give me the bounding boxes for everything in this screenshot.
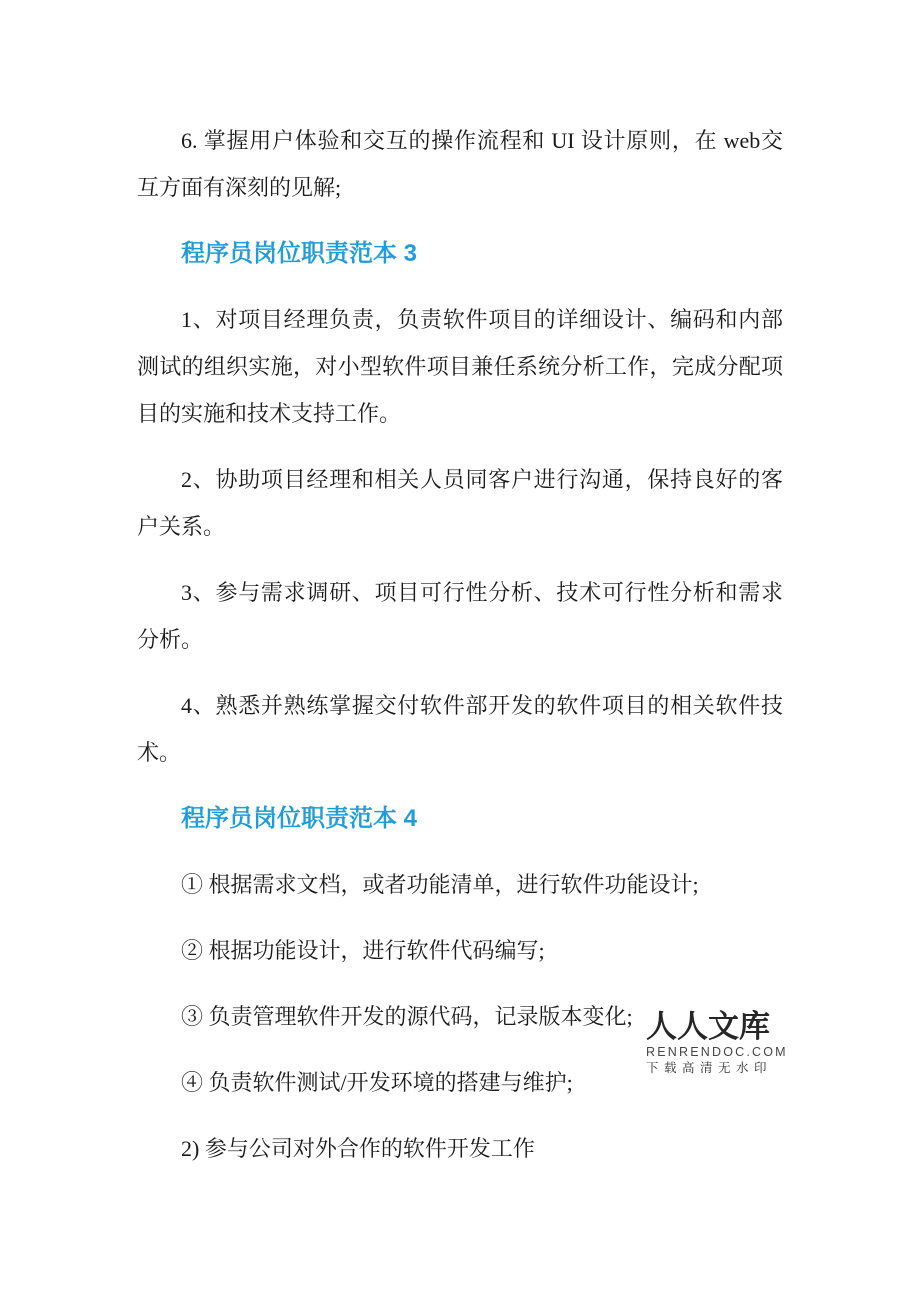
heading-fanben-4: 程序员岗位职责范本 4 <box>181 805 418 832</box>
paragraph-duty-2: 2、协助项目经理和相关人员同客户进行沟通，保持良好的客户关系。 <box>137 467 783 539</box>
renrendoc-watermark <box>646 1008 786 1077</box>
watermark-tagline: 下载高清无水印 <box>646 1061 773 1075</box>
paragraph-circled-2: ② 根据功能设计，进行软件代码编写; <box>181 938 545 963</box>
watermark-domain: RENRENDOC.COM <box>646 1045 788 1059</box>
paragraph-item-6: 6. 掌握用户体验和交互的操作流程和 UI 设计原则，在 web交互方面有深刻的见解; <box>137 128 783 200</box>
paragraph-circled-4: ④ 负责软件测试/开发环境的搭建与维护; <box>181 1070 573 1095</box>
paragraph-item-2paren: 2) 参与公司对外合作的软件开发工作 <box>181 1136 535 1161</box>
paragraph-circled-1: ① 根据需求文档，或者功能清单，进行软件功能设计; <box>181 872 699 897</box>
paragraph-circled-3: ③ 负责管理软件开发的源代码，记录版本变化; <box>181 1004 633 1029</box>
paragraph-duty-1: 1、对项目经理负责，负责软件项目的详细设计、编码和内部测试的组织实施，对小型软件项目兼任系统分析工作，完成分配项目的实施和技术支持工作。 <box>137 307 783 426</box>
heading-fanben-3: 程序员岗位职责范本 3 <box>181 240 418 267</box>
paragraph-duty-3: 3、参与需求调研、项目可行性分析、技术可行性分析和需求分析。 <box>137 580 783 652</box>
renrendoc-logo: 人人文库 <box>646 1009 770 1044</box>
paragraph-duty-4: 4、熟悉并熟练掌握交付软件部开发的软件项目的相关软件技术。 <box>137 693 783 765</box>
